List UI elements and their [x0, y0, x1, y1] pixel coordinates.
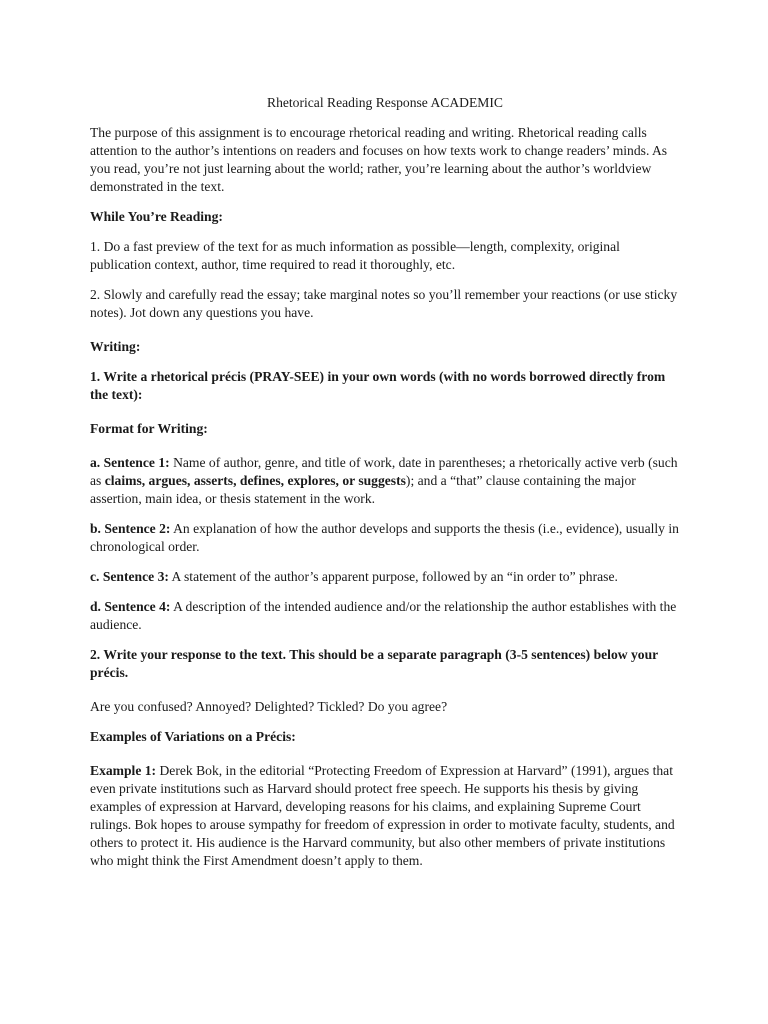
sentence-4-description	[90, 598, 680, 634]
sentence-1-text-after: ); and a “that” clause containing the major assertion, main idea, or thesis statement in the work.	[90, 473, 636, 506]
sentence-2-text: An explanation of how the author develops and supports the thesis (i.e., evidence), usually in chronological order.	[90, 521, 679, 554]
sentence-4-text: A description of the intended audience and/or the relationship the author establishes with the audience.	[90, 599, 677, 632]
document-title: Rhetorical Reading Response ACADEMIC	[267, 95, 503, 110]
reading-heading: While You’re Reading:	[90, 209, 223, 224]
format-heading: Format for Writing:	[90, 421, 208, 436]
writing-task-2: 2. Write your response to the text. This should be a separate paragraph (3-5 sentences) below your précis.	[90, 647, 658, 680]
sentence-2-description	[90, 520, 680, 556]
sentence-1-label: a. Sentence 1:	[90, 455, 170, 470]
reading-step-1: 1. Do a fast preview of the text for as much information as possible—length, complexity, original publication context, author, time required to read it thoroughly, etc.	[90, 239, 620, 272]
sentence-3-label: c. Sentence 3:	[90, 569, 169, 584]
writing-heading: Writing:	[90, 339, 141, 354]
sentence-4-label: d. Sentence 4:	[90, 599, 171, 614]
reading-step-2: 2. Slowly and carefully read the essay; take marginal notes so you’ll remember your reactions (or use sticky notes). Jot down any questions you have.	[90, 287, 678, 320]
sentence-1-description	[90, 454, 680, 508]
sentence-1-text-before: Name of author, genre, and title of work, date in parentheses; a rhetorically active verb (such as	[90, 455, 678, 488]
sentence-2-label: b. Sentence 2:	[90, 521, 171, 536]
examples-heading: Examples of Variations on a Précis:	[90, 729, 296, 744]
response-questions: Are you confused? Annoyed? Delighted? Tickled? Do you agree?	[90, 699, 448, 714]
sentence-1-verbs: claims, argues, asserts, defines, explores, or suggests	[104, 473, 406, 488]
sentence-3-description	[90, 568, 680, 586]
example-1-label: Example 1:	[90, 763, 157, 778]
intro-paragraph: The purpose of this assignment is to encourage rhetorical reading and writing. Rhetorical reading calls attention to the author’s intentions on readers and focuses on how texts work to change readers’ minds. As you read, you’re not just learning about the world; rather, you’re learning about the author’s worldview demonstrated in the text.	[90, 125, 668, 194]
example-1-paragraph	[90, 762, 680, 870]
example-1-text: Derek Bok, in the editorial “Protecting Freedom of Expression at Harvard” (1991), argues that even private institutions such as Harvard should protect free speech. He supports his thesis by giving examples of expression at Harvard, developing reasons for his claims, and explaining Supreme Court rulings. Bok hopes to arouse sympathy for freedom of expression in order to motivate faculty, students, and others to protect it. His audience is the Harvard community, but also other members of private institutions who might think the First Amendment doesn’t apply to them.	[90, 763, 675, 868]
sentence-3-text: A statement of the author’s apparent purpose, followed by an “in order to” phrase.	[168, 569, 618, 584]
document-page	[90, 94, 680, 882]
writing-task-1: 1. Write a rhetorical précis (PRAY-SEE) in your own words (with no words borrowed directly from the text):	[90, 369, 666, 402]
